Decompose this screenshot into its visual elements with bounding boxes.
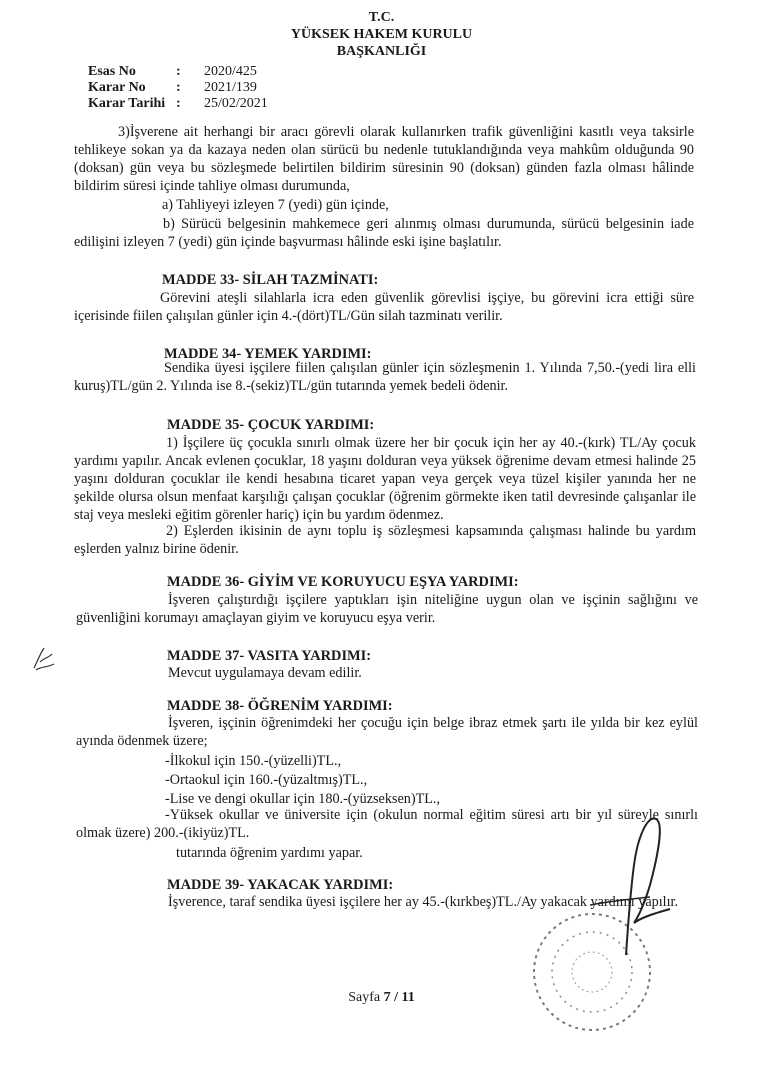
article-35-paragraph-1: 1) İşçilere üç çocukla sınırlı olmak üzere her bir çocuk için her ay 40.-(kırk) TL/Ay çocuk yardımı yapılır. Ancak evlenen çocuklar, 18 yaşını dolduran veya yüksek öğrenime devam etmesi halinde 25 yaşını dolduran çocuklar ile kendi hesabına ticaret yapan veya gerçek veya tüzel kişiler yanında her ne şekilde olursa olsun menfaat karşılığı çalışan çocuklar (öğrenim görmekte iken tatil devresinde çalışanlar ile staj veya mesleki eğitim görenler hariç) için bu yardım ödenmez. xyxy=(74,435,696,523)
meta-value: 2021/139 xyxy=(204,80,257,95)
item-3-subitem-b: b) Sürücü belgesinin mahkemece geri alınmış olması durumunda, sürücü belgesinin iade edilişini izleyen 7 (yedi) gün içinde başvurması hâlinde eski işine başlatılır. xyxy=(74,216,694,250)
article-35-paragraph-2: 2) Eşlerden ikisinin de aynı toplu iş sözleşmesi kapsamında çalışması halinde bu yardım eşlerden yalnız birine ödenir. xyxy=(74,523,696,557)
article-33-text: Görevini ateşli silahlarla icra eden güvenlik görevlisi işçiye, bu görevini icra ettiği süre içerisinde fiilen çalışılan günler için 4.-(dört)TL/Gün silah tazminatı verilir. xyxy=(74,290,694,324)
article-34-text: Sendika üyesi işçilere fiilen çalışılan günler için sözleşmenin 1. Yılında 7,50.-(yedi lira elli kuruş)TL/gün 2. Yılında ise 8.-(sekiz)TL/gün tutarında yemek bedeli ödenir. xyxy=(74,360,696,394)
article-35-title: MADDE 35- ÇOCUK YARDIMI: xyxy=(167,417,375,433)
header-line-tc: T.C. xyxy=(368,10,395,25)
meta-separator: : xyxy=(176,80,181,95)
header-line-institution: YÜKSEK HAKEM KURULU xyxy=(290,27,473,42)
meta-value: 2020/425 xyxy=(204,64,257,79)
meta-label: Esas No xyxy=(88,64,136,79)
item-3-subitem-a: a) Tahliyeyi izleyen 7 (yedi) gün içinde, xyxy=(162,197,389,213)
header-line-office: BAŞKANLIĞI xyxy=(336,44,427,59)
article-39-text: İşverence, taraf sendika üyesi işçilere her ay 45.-(kırkbeş)TL./Ay yakacak yardımı yapılır. xyxy=(168,894,679,910)
document-header xyxy=(0,9,763,60)
article-34-title: MADDE 34- YEMEK YARDIMI: xyxy=(164,346,372,362)
meta-row-esas-no xyxy=(88,64,268,80)
meta-separator: : xyxy=(176,64,181,79)
article-36-title: MADDE 36- GİYİM VE KORUYUCU EŞYA YARDIMI: xyxy=(167,574,519,590)
article-38-item-ortaokul: -Ortaokul için 160.-(yüzaltmış)TL., xyxy=(165,772,368,788)
signature xyxy=(590,805,710,965)
meta-row-karar-tarihi xyxy=(88,96,268,112)
page-number: 7 / 11 xyxy=(383,990,415,1005)
meta-label: Karar No xyxy=(88,80,146,95)
article-38-closing: tutarında öğrenim yardımı yapar. xyxy=(176,845,363,861)
article-36-text: İşveren çalıştırdığı işçilere yaptıkları işin niteliğine uygun olan ve işçinin sağlığını ve güvenliğini korumayı amaçlayan giyim ve koruyucu eşya verir. xyxy=(76,592,698,626)
article-38-item-ilkokul: -İlkokul için 150.-(yüzelli)TL., xyxy=(165,753,342,769)
article-33-title: MADDE 33- SİLAH TAZMİNATI: xyxy=(162,272,379,288)
meta-label: Karar Tarihi xyxy=(88,96,166,111)
article-37-text: Mevcut uygulamaya devam edilir. xyxy=(168,665,362,681)
page-footer xyxy=(0,990,763,1006)
meta-row-karar-no xyxy=(88,80,268,96)
article-38-item-lise: -Lise ve dengi okullar için 180.-(yüzseksen)TL., xyxy=(165,791,440,807)
article-39-title: MADDE 39- YAKACAK YARDIMI: xyxy=(167,877,394,893)
article-38-item-yuksekokul: -Yüksek okullar ve üniversite için (okulun normal eğitim süresi artı bir yıl süreyle sınırlı olmak üzere) 200.-(ikiyüz)TL. xyxy=(76,807,698,841)
case-metadata xyxy=(88,64,268,112)
article-37-title: MADDE 37- VASITA YARDIMI: xyxy=(167,648,372,664)
item-3-paragraph: 3)İşverene ait herhangi bir aracı görevli olarak kullanırken trafik güvenliğini kasıtlı veya taksirle tehlikeye sokan ya da kazaya neden olan sürücü bu nedenle tutuklandığında veya mahkûm olduğunda 90 (doksan) gün veya bu sözleşmede belirtilen bildirim süresinin 90 (doksan) günden fazla olması hâlinde bildirim süresi içinde tahliye olması durumunda, xyxy=(74,124,694,194)
article-38-intro: İşveren, işçinin öğrenimdeki her çocuğu için belge ibraz etmek şartı ile yılda bir kez eylül ayında ödenmek üzere; xyxy=(76,715,698,749)
page-label: Sayfa xyxy=(348,990,381,1005)
margin-initials-mark xyxy=(30,640,58,676)
meta-value: 25/02/2021 xyxy=(204,96,268,111)
meta-separator: : xyxy=(176,96,181,111)
article-38-title: MADDE 38- ÖĞRENİM YARDIMI: xyxy=(167,698,393,714)
